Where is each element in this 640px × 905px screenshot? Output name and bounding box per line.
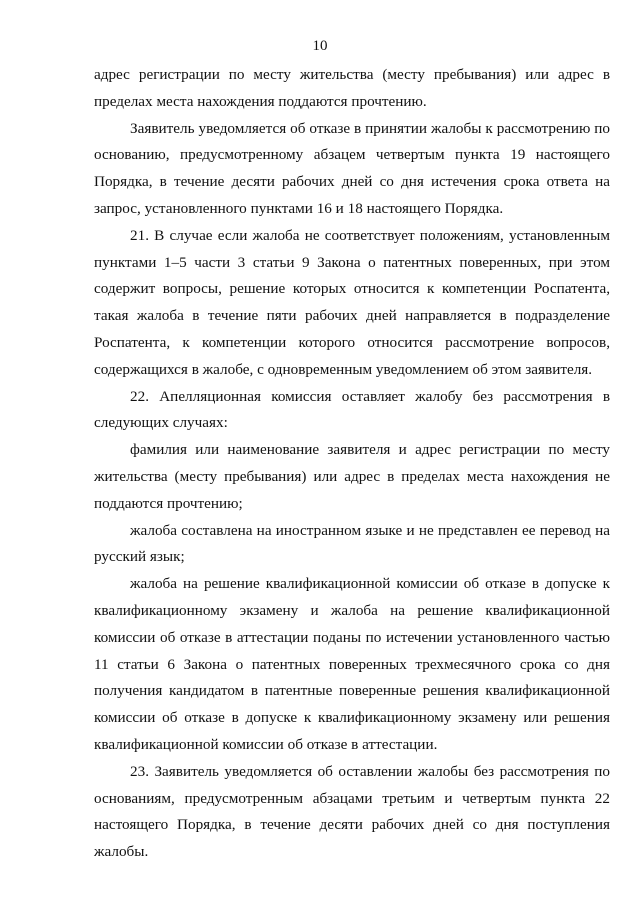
paragraph-address-readable: адрес регистрации по месту жительства (месту пребывания) или адрес в пределах места нахождения поддаются прочтению. bbox=[94, 66, 610, 110]
paragraph-case-unreadable: фамилия или наименование заявителя и адрес регистрации по месту жительства (месту пребывания) или адрес в пределах места нахождения не поддаются прочтению; bbox=[94, 441, 610, 512]
paragraph-case-foreign-language: жалоба составлена на иностранном языке и не представлен ее перевод на русский язык; bbox=[94, 521, 610, 566]
document-body bbox=[94, 62, 610, 866]
paragraph-clause-21: 21. В случае если жалоба не соответствует положениям, установленным пунктами 1–5 части 3 статьи 9 Закона о патентных поверенных, при этом содержит вопросы, решение которых относится к компетенции Роспатента, такая жалоба в течение пяти рабочих дней направляется в подразделение Роспатента, к компетенции которого относится рассмотрение вопросов, содержащихся в жалобе, с одновременным уведомлением об этом заявителя. bbox=[94, 226, 610, 378]
paragraph-refusal-notice: Заявитель уведомляется об отказе в принятии жалобы к рассмотрению по основанию, предусмотренному абзацем четвертым пункта 19 настоящего Порядка, в течение десяти рабочих дней со дня истечения срока ответа на запрос, установленного пунктами 16 и 18 настоящего Порядка. bbox=[94, 119, 610, 217]
paragraph-clause-23: 23. Заявитель уведомляется об оставлении жалобы без рассмотрения по основаниям, предусмотренным абзацами третьим и четвертым пункта 22 настоящего Порядка, в течение десяти рабочих дней со дня поступления жалобы. bbox=[94, 762, 610, 861]
page-number: 10 bbox=[312, 38, 328, 54]
paragraph-case-deadline: жалоба на решение квалификационной комиссии об отказе в допуске к квалификационному экзамену и жалоба на решение квалификационной комиссии об отказе в аттестации поданы по истечении установленного частью 11 статьи 6 Закона о патентных поверенных трехмесячного срока со дня получения кандидатом в патентные поверенные решения квалификационной комиссии об отказе в допуске к квалификационному экзамену или решения квалификационной комиссии об отказе в аттестации. bbox=[94, 575, 610, 753]
paragraph-clause-22: 22. Апелляционная комиссия оставляет жалобу без рассмотрения в следующих случаях: bbox=[94, 387, 610, 432]
